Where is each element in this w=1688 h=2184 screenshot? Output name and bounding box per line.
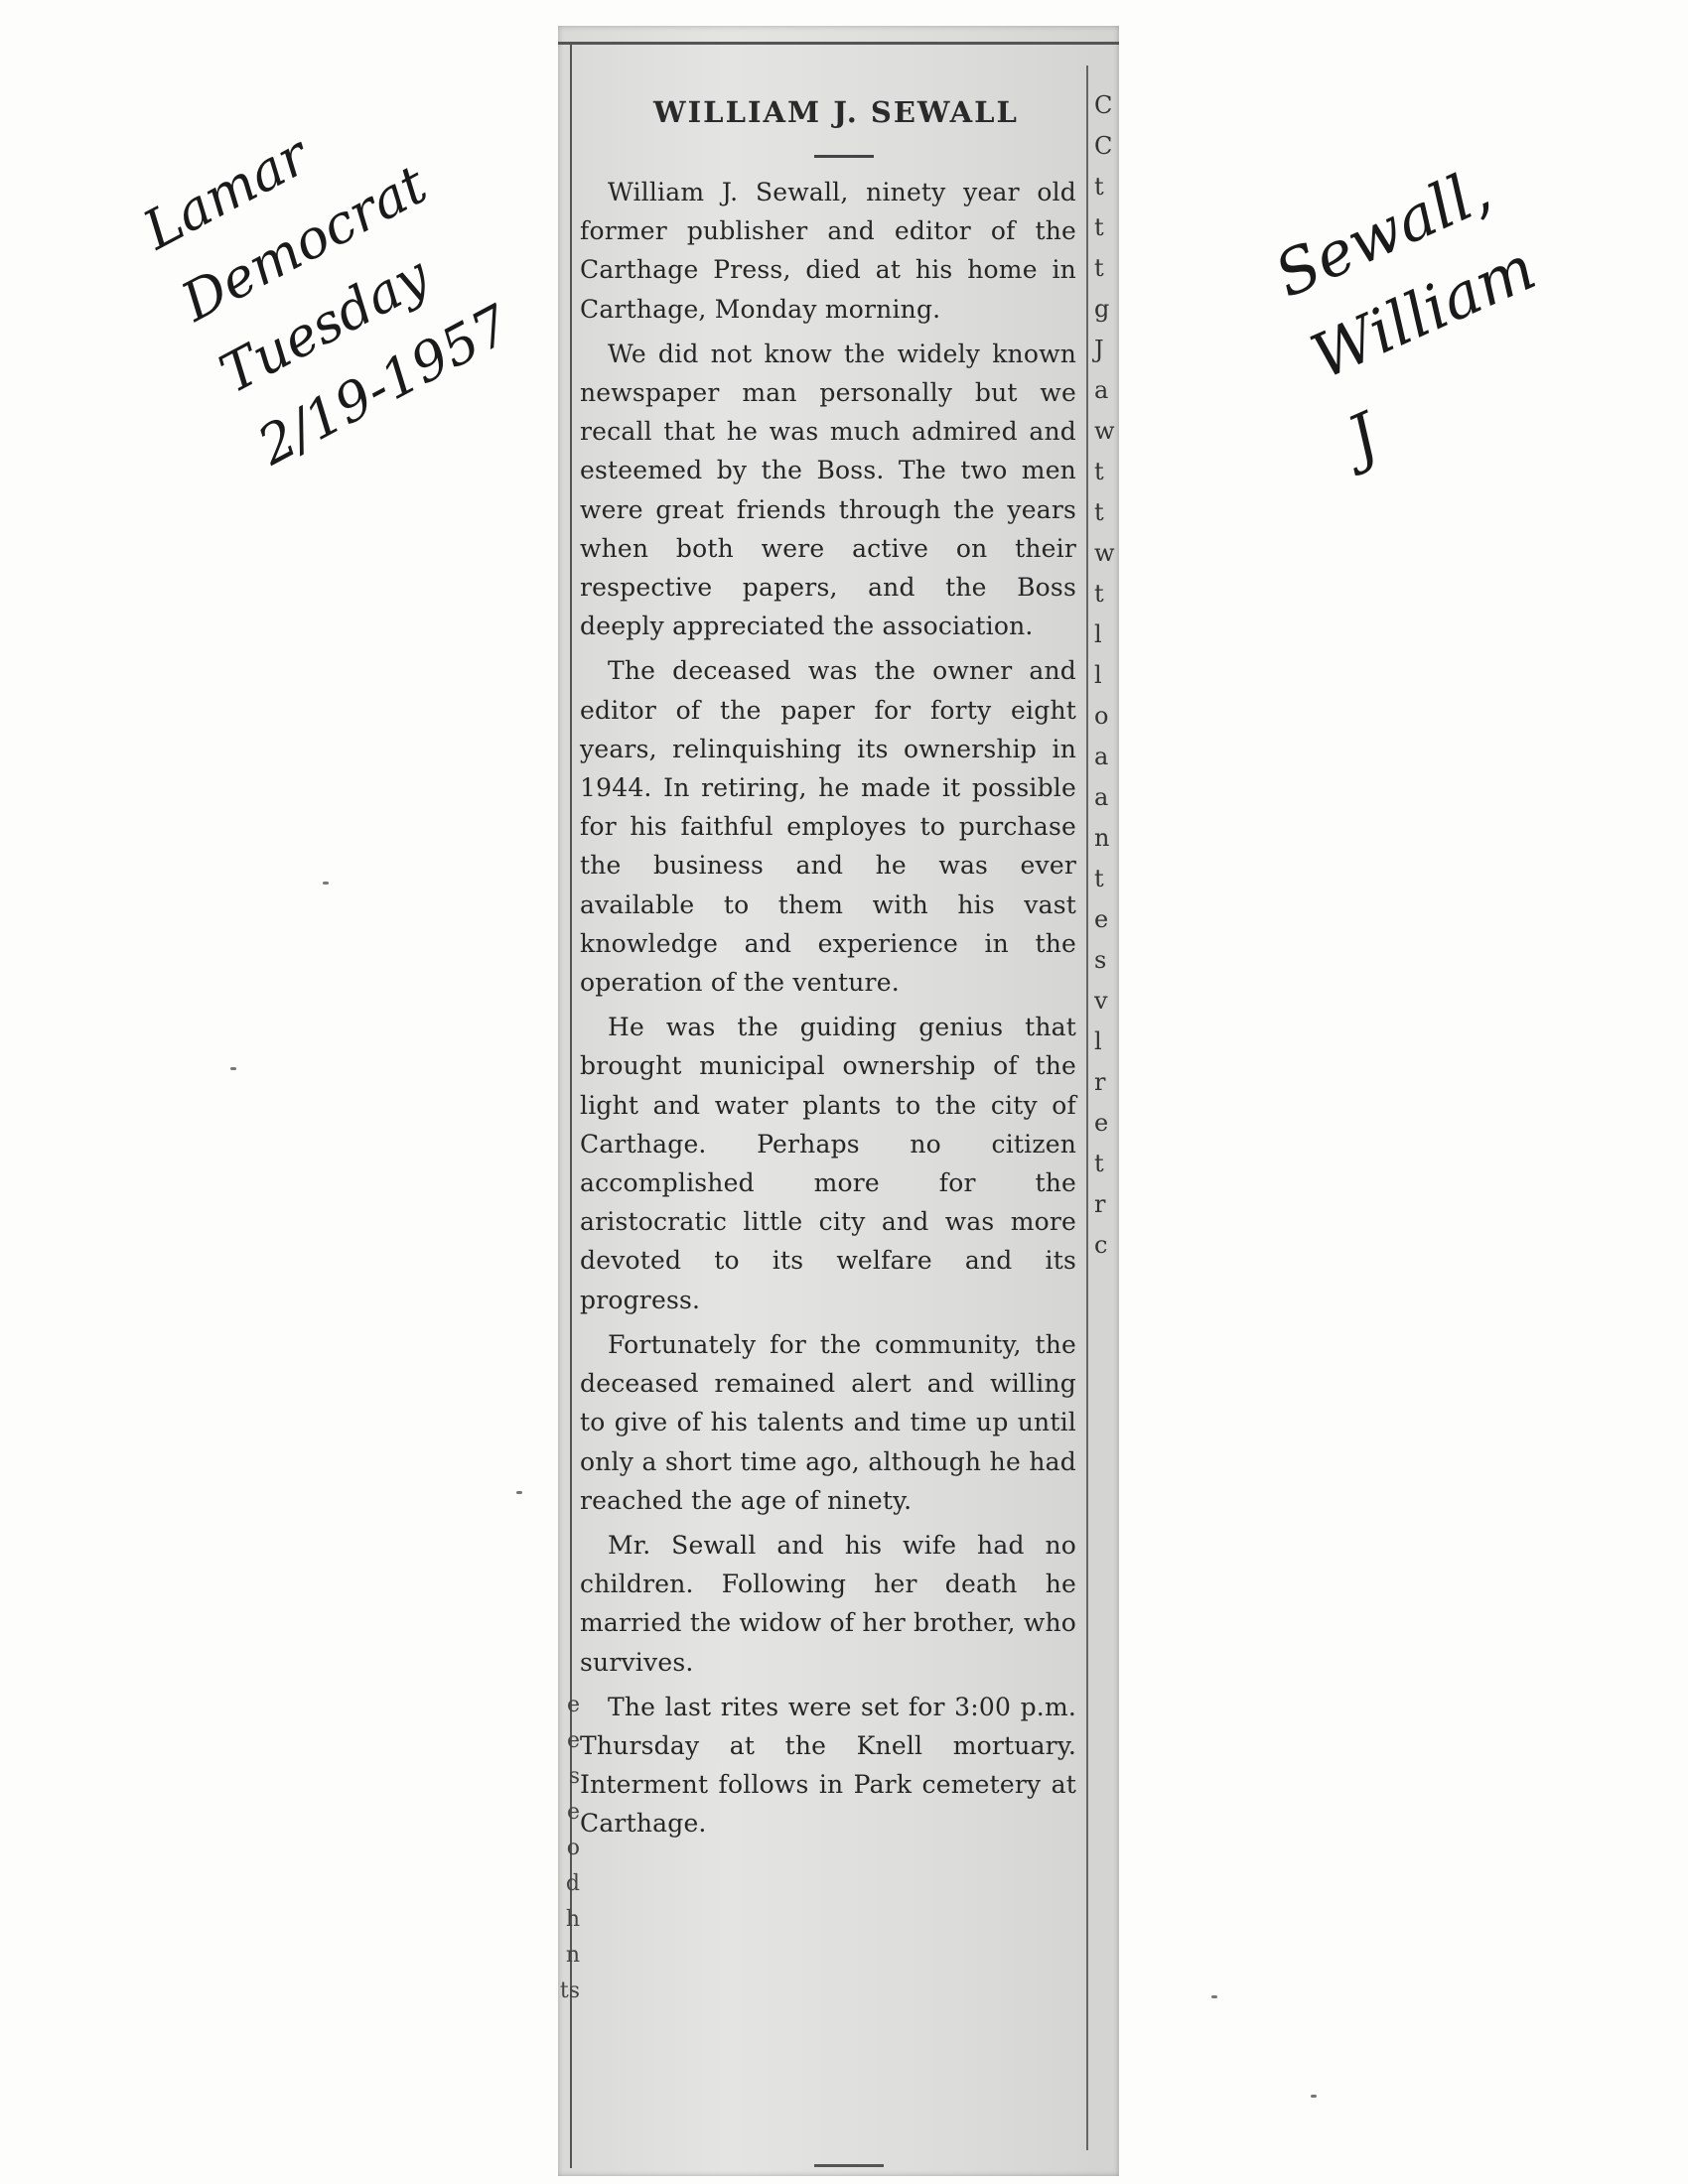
column-fragment-letter: a	[1094, 376, 1109, 404]
column-fragment-letter: t	[1094, 254, 1104, 282]
article-paragraph: He was the guiding genius that brought municipal ownership of the light and water plants to the city of Carthage. Perhaps no citizen accomplished more for the aristocratic little city and was more devoted to its welfare and its progress.	[580, 1013, 1076, 1314]
column-fragment-letter: w	[1094, 417, 1115, 445]
column-fragment-letter: l	[1094, 661, 1102, 689]
column-fragment-letter: l	[1094, 620, 1102, 648]
column-fragment-letter: h	[565, 1907, 580, 1932]
article-paragraph: William J. Sewall, ninety year old former publisher and editor of the Carthage Press, died at his home in Carthage, Monday morning.	[580, 178, 1076, 324]
column-fragment-letter: n	[565, 1943, 580, 1968]
scan-speck	[1311, 2095, 1317, 2098]
adjacent-column-right	[1094, 85, 1119, 1266]
column-fragment-letter: e	[1094, 905, 1109, 933]
column-fragment-letter: v	[1094, 987, 1108, 1015]
column-fragment-letter: r	[1094, 1190, 1106, 1218]
column-fragment-letter: r	[1094, 1068, 1106, 1096]
column-fragment-letter: a	[1094, 743, 1109, 770]
article-paragraph: We did not know the widely known newspaper man personally but we recall that he was much admired and esteemed by the Boss. The two men were great friends through the years when both were active on their respective papers, and the Boss deeply appreciated the association.	[580, 339, 1076, 641]
column-fragment-letter: t	[1094, 1150, 1104, 1177]
column-fragment-letter: e	[566, 1693, 580, 1717]
column-fragment-letter: t	[1094, 173, 1104, 201]
handwritten-note-left: Lamar Democrat Tuesday 2/19-1957	[133, 123, 520, 478]
column-fragment-letter: g	[1094, 295, 1110, 323]
column-fragment-letter: J	[1094, 336, 1104, 363]
article-paragraph: The last rites were set for 3:00 p.m. Thursday at the Knell mortuary. Interment follows in Park cemetery at Carthage.	[580, 1692, 1076, 1839]
column-fragment-letter: e	[566, 1728, 580, 1753]
column-fragment-letter: d	[565, 1871, 580, 1896]
column-fragment-letter: l	[1094, 1027, 1102, 1055]
article-body	[580, 173, 1076, 1849]
column-fragment-letter: a	[1094, 783, 1109, 811]
column-fragment-letter: n	[1094, 824, 1110, 852]
column-fragment-letter: s	[1094, 946, 1107, 974]
column-fragment-letter: c	[1094, 1231, 1108, 1259]
column-fragment-letter: s	[568, 1764, 580, 1789]
scan-speck	[516, 1491, 522, 1494]
bottom-dash	[814, 2164, 884, 2167]
column-fragment-letter: t	[1094, 580, 1104, 608]
article-paragraph: The deceased was the owner and editor of the paper for forty eight years, relinquishing its ownership in 1944. In retiring, he made it possible for his faithful employes to purchase the business and he was ever available to them with his vast knowledge and experience in the operation of the venture.	[580, 656, 1076, 998]
column-fragment-letter: e	[566, 1800, 580, 1825]
column-fragment-letter: w	[1094, 539, 1115, 567]
column-rule-right	[1086, 66, 1088, 2150]
column-fragment-letter: t	[1094, 498, 1104, 526]
column-fragment-letter: C	[1094, 91, 1113, 119]
newspaper-clipping	[558, 26, 1119, 2176]
scan-speck	[323, 882, 329, 885]
article-paragraph: Mr. Sewall and his wife had no children. Following her death he married the widow of her brother, who survives.	[580, 1530, 1076, 1677]
column-fragment-letter: e	[1094, 1109, 1109, 1137]
article-paragraph: Fortunately for the community, the deceased remained alert and willing to give of his talents and time up until only a short time ago, although he had reached the age of ninety.	[580, 1329, 1076, 1515]
column-fragment-letter: o	[1094, 702, 1109, 730]
scan-speck	[1211, 1995, 1217, 1998]
headline-dash	[814, 155, 874, 158]
scan-speck	[230, 1067, 236, 1070]
column-fragment-letter: t	[1094, 865, 1104, 892]
column-fragment-letter: t	[1094, 458, 1104, 485]
column-fragment-letter: o	[566, 1836, 580, 1860]
column-fragment-letter: C	[1094, 132, 1113, 160]
article-headline: WILLIAM J. SEWALL	[653, 95, 1019, 129]
handwritten-note-right: Sewall, William J	[1264, 153, 1546, 476]
top-rule	[558, 42, 1119, 45]
adjacent-column-left	[556, 1688, 580, 2009]
column-fragment-letter: t	[1094, 213, 1104, 241]
column-fragment-letter: ts	[559, 1979, 580, 2003]
